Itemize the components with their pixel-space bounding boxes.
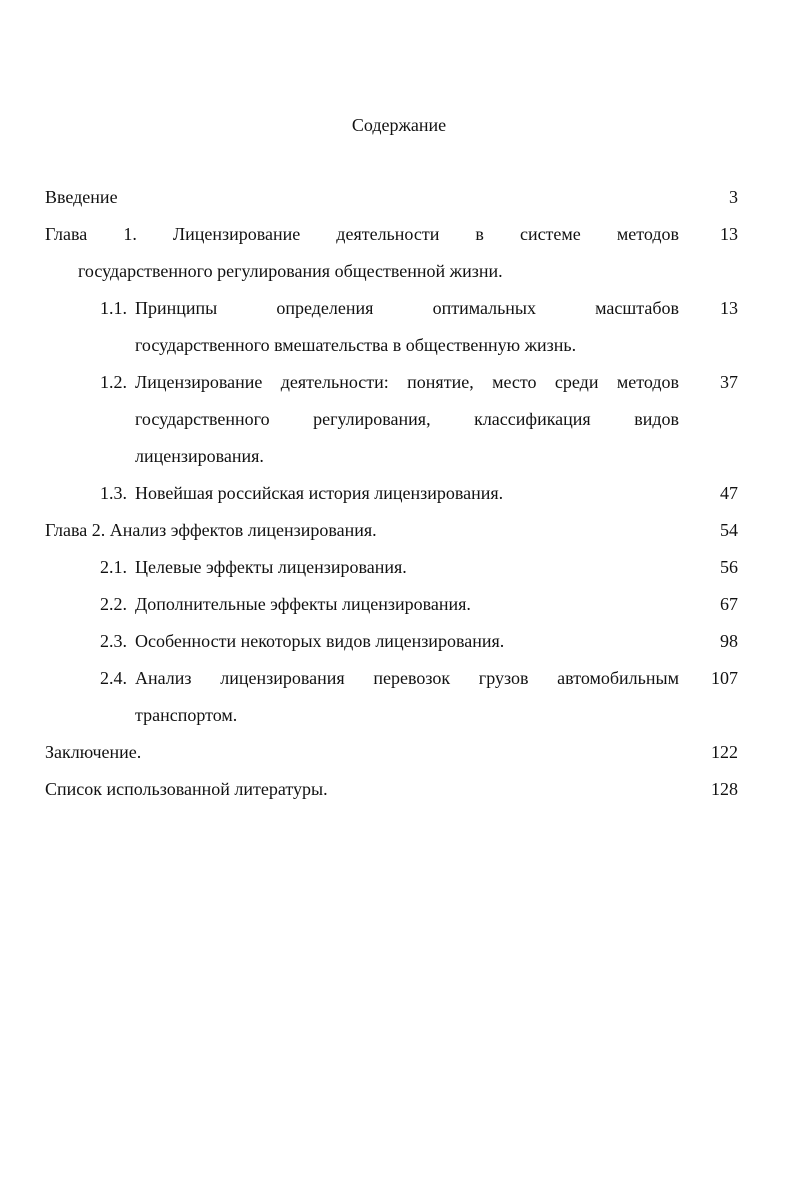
toc-entry-page: 67 (720, 594, 738, 614)
toc-entry-page: 3 (729, 187, 738, 207)
toc-entry-number: 2.3. (100, 631, 127, 651)
toc-entry-title-line-1: Лицензирование деятельности: понятие, место среди методов (135, 372, 679, 392)
toc-entry-chapter-2 (0, 512, 798, 549)
toc-entry-section-2-1 (0, 549, 798, 586)
toc-entry-introduction (0, 179, 798, 216)
toc-entry-page: 13 (720, 224, 738, 244)
toc-entry-bibliography (0, 771, 798, 808)
toc-entry-page: 37 (720, 372, 738, 392)
toc-entry-title-line-1: Анализ лицензирования перевозок грузов автомобильным (135, 668, 679, 688)
toc-entry-title: Новейшая российская история лицензирования. (135, 483, 504, 503)
toc-entry-title-line-2: государственного регулирования общественной жизни. (78, 261, 503, 281)
toc-entry-title: Целевые эффекты лицензирования. (135, 557, 407, 577)
toc-entry-conclusion (0, 734, 798, 771)
toc-entry-title-line-2: государственного вмешательства в общественную жизнь. (135, 335, 577, 355)
toc-entry-section-2-4 (0, 660, 798, 734)
toc-entry-title: Особенности некоторых видов лицензирования. (135, 631, 505, 651)
toc-entry-title: Список использованной литературы. (45, 779, 328, 799)
toc-entry-title-line-2: транспортом. (135, 705, 238, 725)
toc-entry-page: 107 (711, 668, 738, 688)
toc-entry-page: 128 (711, 779, 738, 799)
toc-entry-title: Дополнительные эффекты лицензирования. (135, 594, 471, 614)
toc-entry-title: Глава 2. Анализ эффектов лицензирования. (45, 520, 377, 540)
toc-entry-page: 54 (720, 520, 738, 540)
toc-entry-section-2-2 (0, 586, 798, 623)
toc-entry-page: 98 (720, 631, 738, 651)
toc-entry-title-line-1: Принципы определения оптимальных масштабов (135, 298, 679, 318)
toc-entry-page: 47 (720, 483, 738, 503)
toc-entry-title-line-1: Глава 1. Лицензирование деятельности в системе методов (45, 224, 679, 244)
toc-entry-title: Заключение. (45, 742, 142, 762)
toc-entry-page: 13 (720, 298, 738, 318)
toc-entry-section-1-3 (0, 475, 798, 512)
toc-entry-page: 122 (711, 742, 738, 762)
toc-entry-section-1-2 (0, 364, 798, 475)
toc-entry-number: 2.4. (100, 668, 127, 688)
toc-entry-number: 1.2. (100, 372, 127, 392)
toc-entry-section-1-1 (0, 290, 798, 364)
page-title: Содержание (351, 115, 447, 135)
toc-entry-section-2-3 (0, 623, 798, 660)
toc-entry-title-line-3: лицензирования. (135, 446, 264, 466)
toc-entry-chapter-1 (0, 216, 798, 290)
toc-entry-number: 2.1. (100, 557, 127, 577)
toc-entry-number: 2.2. (100, 594, 127, 614)
toc-entry-number: 1.1. (100, 298, 127, 318)
toc-entry-title-line-2: государственного регулирования, классификация видов (135, 409, 679, 429)
toc-entry-title: Введение (45, 187, 118, 207)
toc-entry-number: 1.3. (100, 483, 127, 503)
toc-entry-page: 56 (720, 557, 738, 577)
